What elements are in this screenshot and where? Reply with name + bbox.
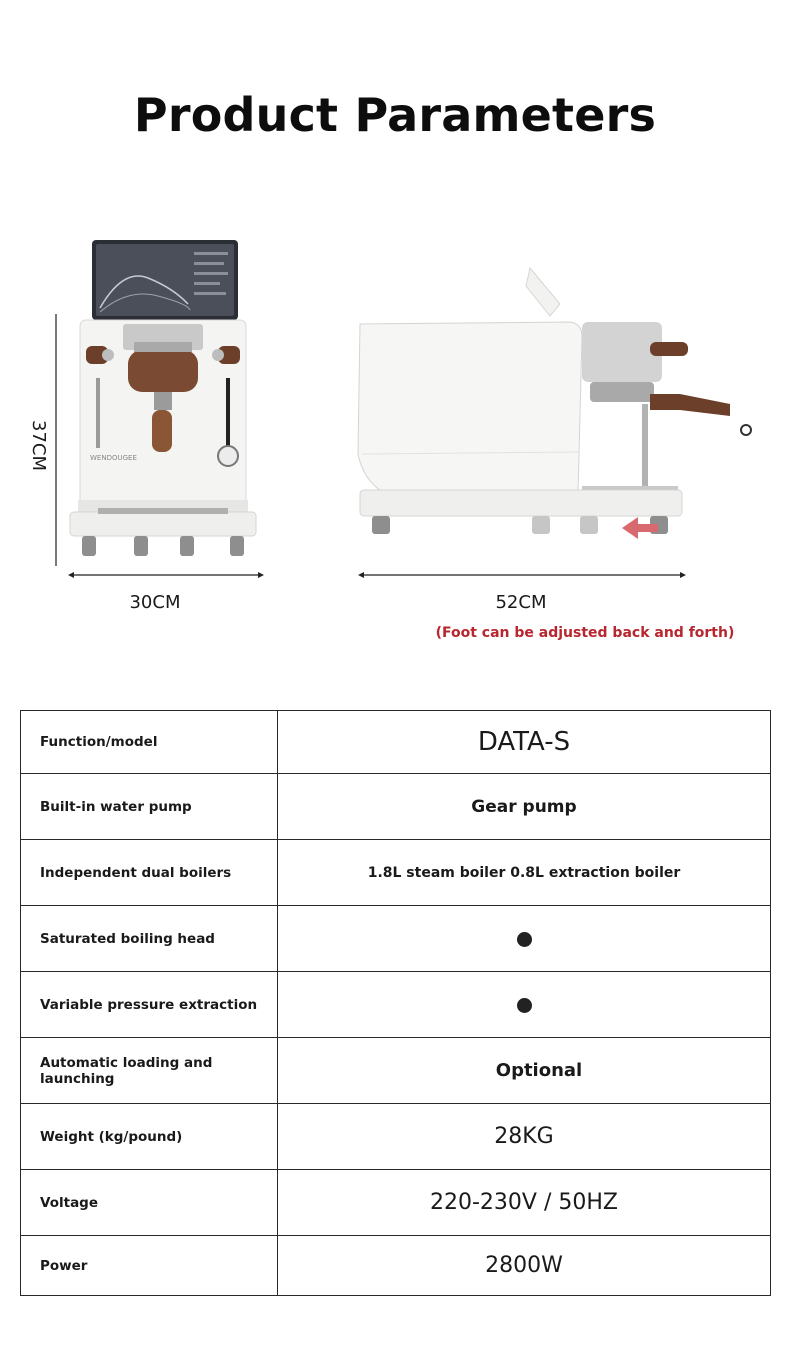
param-key: Function/model [21,711,278,774]
table-row [21,1236,771,1296]
filled-dot-icon [517,932,532,947]
foot-adjust-note: (Foot can be adjusted back and forth) [435,625,735,641]
param-value: Optional [278,1038,771,1104]
svg-text:WENDOUGEE: WENDOUGEE [90,454,137,462]
param-key: Automatic loading and launching [21,1038,278,1104]
table-row [21,1170,771,1236]
table-row [21,774,771,840]
table-row [21,1104,771,1170]
table-row [21,906,771,972]
param-value: 220-230V / 50HZ [278,1170,771,1236]
param-key: Independent dual boilers [21,840,278,906]
product-dimension-figure [0,230,790,650]
param-value [278,906,771,972]
parameter-table [20,710,771,1296]
param-value: 1.8L steam boiler 0.8L extraction boiler [278,840,771,906]
param-key: Saturated boiling head [21,906,278,972]
param-key: Variable pressure extraction [21,972,278,1038]
table-row [21,1038,771,1104]
filled-dot-icon [517,998,532,1013]
height-dimension-label: 37CM [28,420,49,472]
page-title: Product Parameters [133,88,657,142]
side-length-dimension-label: 52CM [495,592,547,613]
table-row [21,711,771,774]
param-value: Gear pump [278,774,771,840]
param-key: Built-in water pump [21,774,278,840]
param-key: Voltage [21,1170,278,1236]
side-view-machine-image [350,264,760,568]
param-value: 28KG [278,1104,771,1170]
param-key: Weight (kg/pound) [21,1104,278,1170]
table-row [21,972,771,1038]
param-key: Power [21,1236,278,1296]
param-value: 2800W [278,1236,771,1296]
table-row [21,840,771,906]
param-value [278,972,771,1038]
param-value: DATA-S [278,711,771,774]
front-width-dimension-line [68,570,264,580]
front-width-dimension-label: 30CM [129,592,181,613]
front-view-machine-image [68,238,258,568]
side-length-dimension-line [358,570,686,580]
